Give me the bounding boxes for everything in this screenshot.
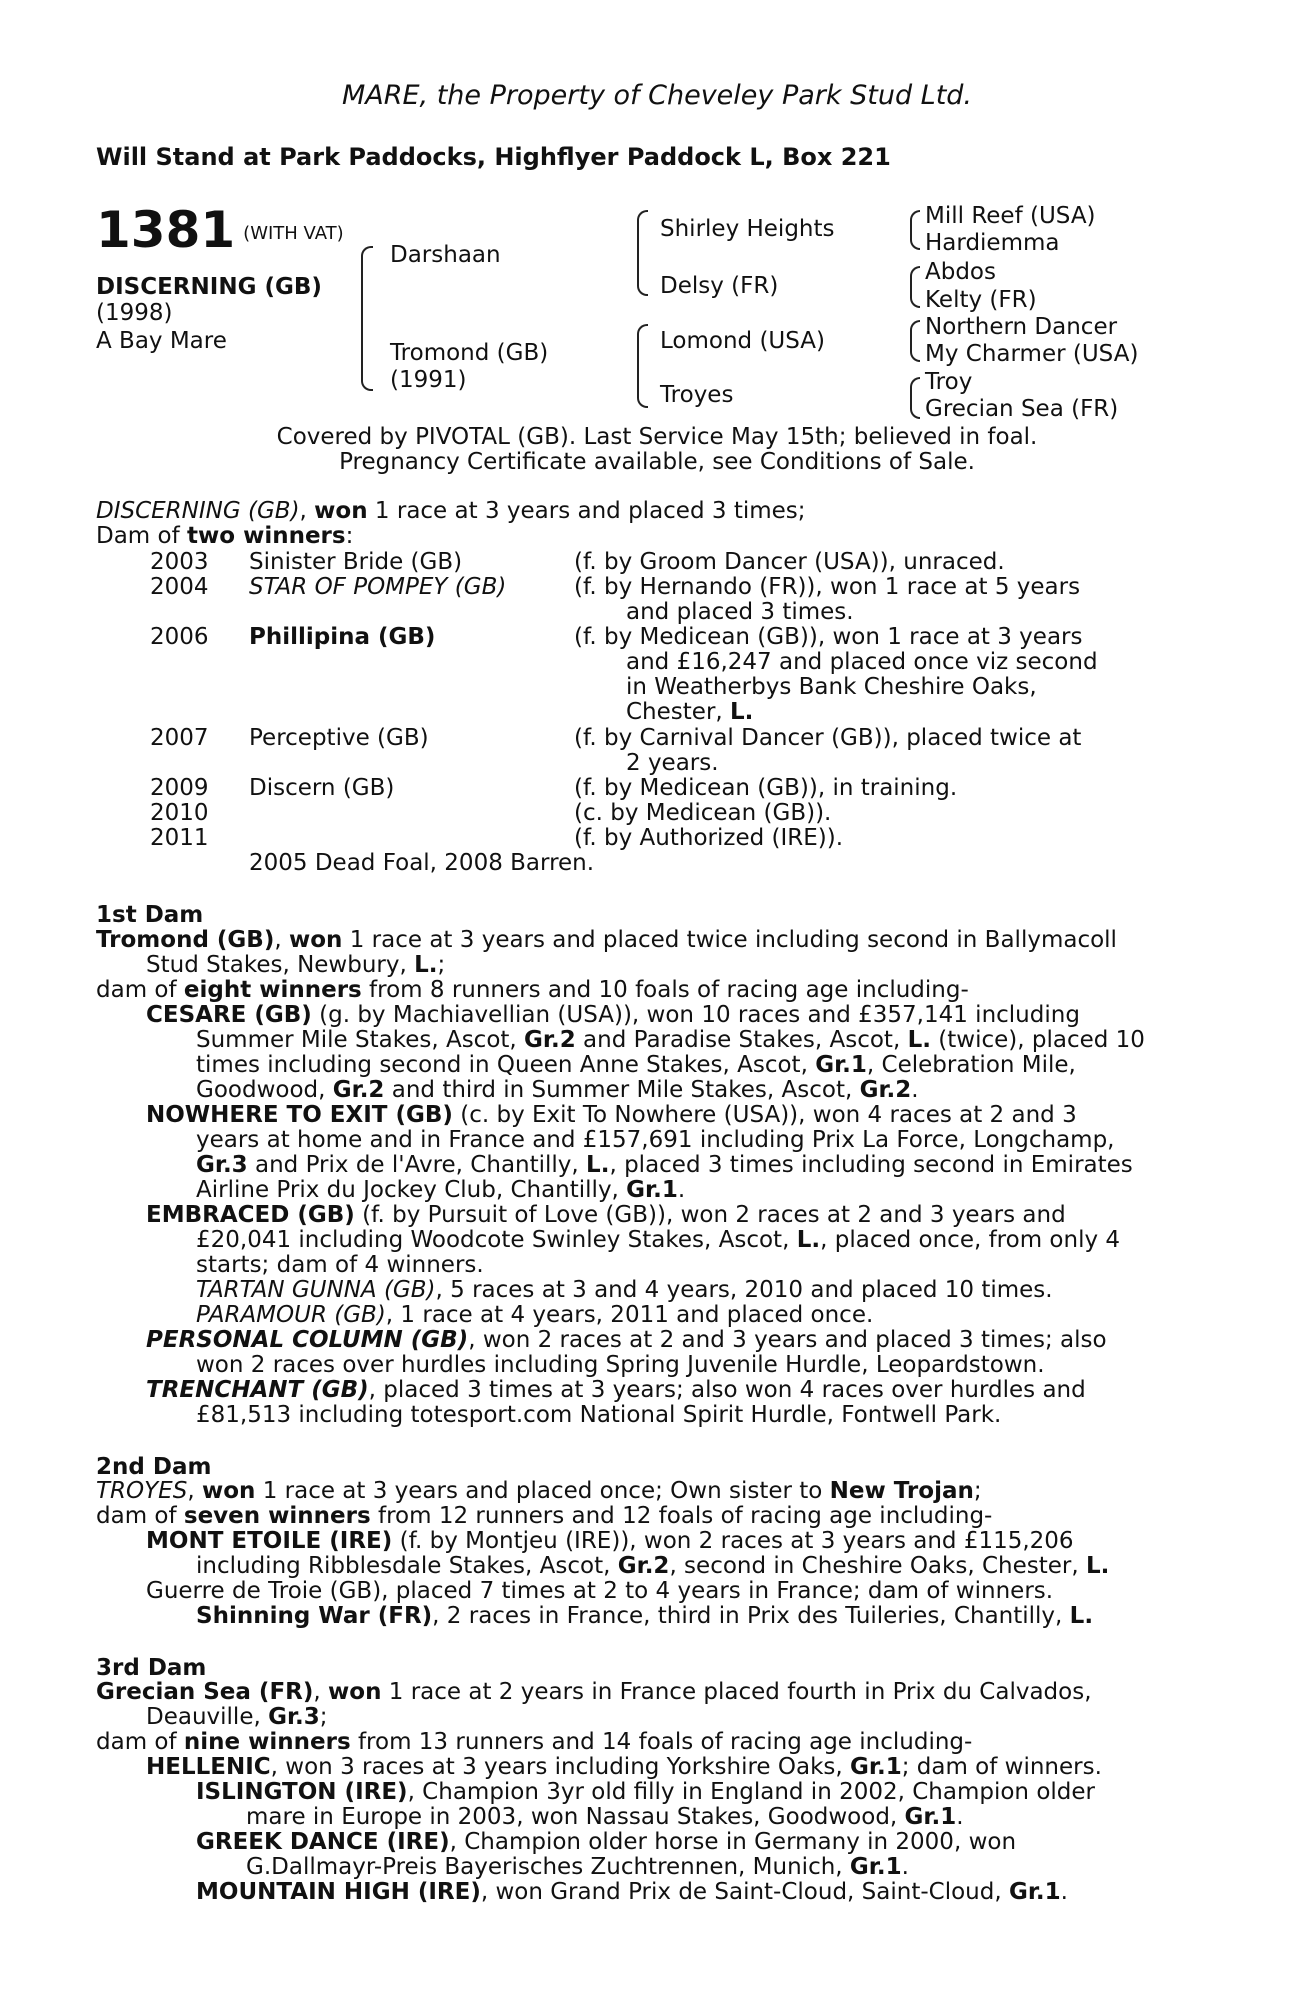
third-dam-progeny-summary: dam of nine winners from 13 runners and 14 foals of racing age including- xyxy=(96,1729,973,1755)
progeny-nowhere-to-exit-cont: years at home and in France and £157,691 including Prix La Force, Longchamp, xyxy=(196,1127,1115,1153)
produce-name: Sinister Bride (GB) xyxy=(249,549,463,575)
progeny-embraced-cont: starts; dam of 4 winners. xyxy=(196,1252,484,1278)
progeny-cesare-cont: Summer Mile Stakes, Ascot, Gr.2 and Paradise Stakes, Ascot, L. (twice), placed 10 xyxy=(196,1027,1145,1053)
produce-year: 2007 xyxy=(150,725,209,751)
produce-detail: (f. by Carnival Dancer (GB)), placed twice at xyxy=(574,725,1082,751)
progeny-nowhere-to-exit: NOWHERE TO EXIT (GB) (c. by Exit To Nowhere (USA)), won 4 races at 2 and 3 xyxy=(146,1102,1077,1128)
pedigree-dam-dam: Troyes xyxy=(660,382,734,408)
progeny-tartan-gunna: TARTAN GUNNA (GB), 5 races at 3 and 4 years, 2010 and placed 10 times. xyxy=(196,1277,1053,1303)
produce-year: 2006 xyxy=(150,624,209,650)
third-dam-record: Grecian Sea (FR), won 1 race at 2 years in France placed fourth in Prix du Calvados, xyxy=(96,1679,1092,1705)
progeny-cesare-cont: times including second in Queen Anne Stakes, Ascot, Gr.1, Celebration Mile, xyxy=(196,1052,1076,1078)
pedigree-sire-sire: Shirley Heights xyxy=(660,216,835,242)
progeny-shinning-war: Shinning War (FR), 2 races in France, third in Prix des Tuileries, Chantilly, L. xyxy=(196,1603,1094,1629)
progeny-personal-column: PERSONAL COLUMN (GB), won 2 races at 2 and 3 years and placed 3 times; also xyxy=(146,1327,1107,1353)
pedigree-gen3-4: Kelty (FR) xyxy=(925,287,1037,313)
produce-footnote: 2005 Dead Foal, 2008 Barren. xyxy=(249,850,595,876)
vat-label: (WITH VAT) xyxy=(243,222,344,244)
mare-won: won xyxy=(314,498,368,524)
produce-detail-cont: in Weatherbys Bank Cheshire Oaks, xyxy=(626,674,1037,700)
produce-name: STAR OF POMPEY (GB) xyxy=(249,574,507,600)
pedigree-brace-g4 xyxy=(910,377,920,419)
progeny-mountain-high: MOUNTAIN HIGH (IRE), won Grand Prix de Saint-Cloud, Saint-Cloud, Gr.1. xyxy=(196,1879,1068,1905)
produce-detail: (f. by Hernando (FR)), won 1 race at 5 years xyxy=(574,574,1081,600)
pedigree-gen3-1: Mill Reef (USA) xyxy=(925,203,1096,229)
first-dam-record-cont: Stud Stakes, Newbury, L.; xyxy=(146,952,446,978)
progeny-islington-cont: mare in Europe in 2003, won Nassau Stakes, Goodwood, Gr.1. xyxy=(246,1804,964,1830)
pedigree-brace-sire xyxy=(637,210,648,296)
pedigree-gen3-8: Grecian Sea (FR) xyxy=(925,396,1119,422)
pedigree-gen3-3: Abdos xyxy=(925,259,996,285)
pedigree-brace-g3 xyxy=(910,320,920,362)
produce-detail-cont: 2 years. xyxy=(626,750,719,776)
pedigree-dam: Tromond (GB) xyxy=(390,340,549,366)
progeny-nowhere-to-exit-cont: Gr.3 and Prix de l'Avre, Chantilly, L., placed 3 times including second in Emirates xyxy=(196,1152,1133,1178)
lot-number xyxy=(96,201,344,259)
produce-detail: (c. by Medicean (GB)). xyxy=(574,800,832,826)
produce-year: 2010 xyxy=(150,800,209,826)
progeny-cesare: CESARE (GB) (g. by Machiavellian (USA)), won 10 races and £357,141 including xyxy=(146,1002,1080,1028)
third-dam-record-cont: Deauville, Gr.3; xyxy=(146,1704,328,1730)
progeny-mont-etoile: MONT ETOILE (IRE) (f. by Montjeu (IRE)), won 2 races at 3 years and £115,206 xyxy=(146,1528,1074,1554)
progeny-personal-column-cont: won 2 races over hurdles including Spring Juvenile Hurdle, Leopardstown. xyxy=(196,1352,1045,1378)
progeny-trenchant: TRENCHANT (GB), placed 3 times at 3 years; also won 4 races over hurdles and xyxy=(146,1377,1086,1403)
second-dam-record: TROYES, won 1 race at 3 years and placed once; Own sister to New Trojan; xyxy=(96,1478,982,1504)
pedigree-dam-sire: Lomond (USA) xyxy=(660,328,825,354)
covered-line-1: Covered by PIVOTAL (GB). Last Service May 15th; believed in foal. xyxy=(276,424,1038,450)
page-title: MARE, the Property of Cheveley Park Stud Ltd. xyxy=(341,80,973,111)
first-dam-progeny-summary: dam of eight winners from 8 runners and 10 foals of racing age including- xyxy=(96,977,969,1003)
pedigree-gen3-7: Troy xyxy=(925,369,973,395)
produce-detail-cont: Chester, L. xyxy=(626,699,754,725)
horse-year: (1998) xyxy=(96,300,173,326)
mare-name: DISCERNING (GB) xyxy=(96,498,300,524)
pedigree-gen3-2: Hardiemma xyxy=(925,230,1060,256)
mare-dam-of: Dam of two winners: xyxy=(96,523,354,549)
produce-detail-cont: and placed 3 times. xyxy=(626,599,854,625)
produce-detail: (f. by Authorized (IRE)). xyxy=(574,825,844,851)
second-dam-heading: 2nd Dam xyxy=(96,1454,212,1480)
first-dam-heading: 1st Dam xyxy=(96,902,204,928)
progeny-nowhere-to-exit-cont: Airline Prix du Jockey Club, Chantilly, Gr.1. xyxy=(196,1177,686,1203)
progeny-hellenic: HELLENIC, won 3 races at 3 years including Yorkshire Oaks, Gr.1; dam of winners. xyxy=(146,1754,1102,1780)
produce-detail-cont: and £16,247 and placed once viz second xyxy=(626,649,1098,675)
produce-name: Perceptive (GB) xyxy=(249,725,429,751)
progeny-greek-dance-cont: G.Dallmayr-Preis Bayerisches Zuchtrennen, Munich, Gr.1. xyxy=(246,1854,909,1880)
produce-year: 2009 xyxy=(150,775,209,801)
horse-description: A Bay Mare xyxy=(96,328,227,354)
pedigree-brace-g1 xyxy=(910,210,920,250)
progeny-mont-etoile-cont: including Ribblesdale Stakes, Ascot, Gr.2, second in Cheshire Oaks, Chester, L. xyxy=(196,1553,1110,1579)
progeny-greek-dance: GREEK DANCE (IRE), Champion older horse in Germany in 2000, won xyxy=(196,1829,1017,1855)
pedigree-brace-dam xyxy=(637,324,648,408)
horse-name: DISCERNING (GB) xyxy=(96,274,322,300)
covered-line-2: Pregnancy Certificate available, see Conditions of Sale. xyxy=(339,449,975,475)
second-dam-progeny-summary: dam of seven winners from 12 runners and 12 foals of racing age including- xyxy=(96,1503,993,1529)
pedigree-brace-g2 xyxy=(910,266,920,308)
progeny-guerre-de-troie: Guerre de Troie (GB), placed 7 times at 2 to 4 years in France; dam of winners. xyxy=(146,1578,1054,1604)
pedigree-brace-main xyxy=(361,246,373,391)
progeny-paramour: PARAMOUR (GB), 1 race at 4 years, 2011 and placed once. xyxy=(196,1302,874,1328)
progeny-islington: ISLINGTON (IRE), Champion 3yr old filly in England in 2002, Champion older xyxy=(196,1779,1095,1805)
progeny-embraced: EMBRACED (GB) (f. by Pursuit of Love (GB)), won 2 races at 2 and 3 years and xyxy=(146,1202,1066,1228)
mare-record: DISCERNING (GB), won 1 race at 3 years and placed 3 times; xyxy=(96,498,806,524)
produce-detail: (f. by Medicean (GB)), won 1 race at 3 years xyxy=(574,624,1083,650)
pedigree-dam-year: (1991) xyxy=(390,367,467,393)
produce-year: 2003 xyxy=(150,549,209,575)
pedigree-sire: Darshaan xyxy=(390,242,501,268)
first-dam-record: Tromond (GB), won 1 race at 3 years and placed twice including second in Ballymacoll xyxy=(96,927,1117,953)
progeny-trenchant-cont: £81,513 including totesport.com National Spirit Hurdle, Fontwell Park. xyxy=(196,1402,1002,1428)
produce-year: 2011 xyxy=(150,825,209,851)
pedigree-sire-dam: Delsy (FR) xyxy=(660,273,779,299)
produce-detail: (f. by Medicean (GB)), in training. xyxy=(574,775,958,801)
produce-name: Discern (GB) xyxy=(249,775,395,801)
progeny-cesare-cont: Goodwood, Gr.2 and third in Summer Mile Stakes, Ascot, Gr.2. xyxy=(196,1077,919,1103)
pedigree-gen3-6: My Charmer (USA) xyxy=(925,341,1139,367)
produce-name: Phillipina (GB) xyxy=(249,624,436,650)
progeny-embraced-cont: £20,041 including Woodcote Swinley Stakes, Ascot, L., placed once, from only 4 xyxy=(196,1227,1121,1253)
pedigree-gen3-5: Northern Dancer xyxy=(925,314,1118,340)
mare-record-text: 1 race at 3 years and placed 3 times; xyxy=(367,498,806,524)
stand-location: Will Stand at Park Paddocks, Highflyer Paddock L, Box 221 xyxy=(96,143,891,171)
third-dam-heading: 3rd Dam xyxy=(96,1655,207,1681)
lot-number-value: 1381 xyxy=(96,201,236,259)
produce-detail: (f. by Groom Dancer (USA)), unraced. xyxy=(574,549,1005,575)
produce-year: 2004 xyxy=(150,574,209,600)
